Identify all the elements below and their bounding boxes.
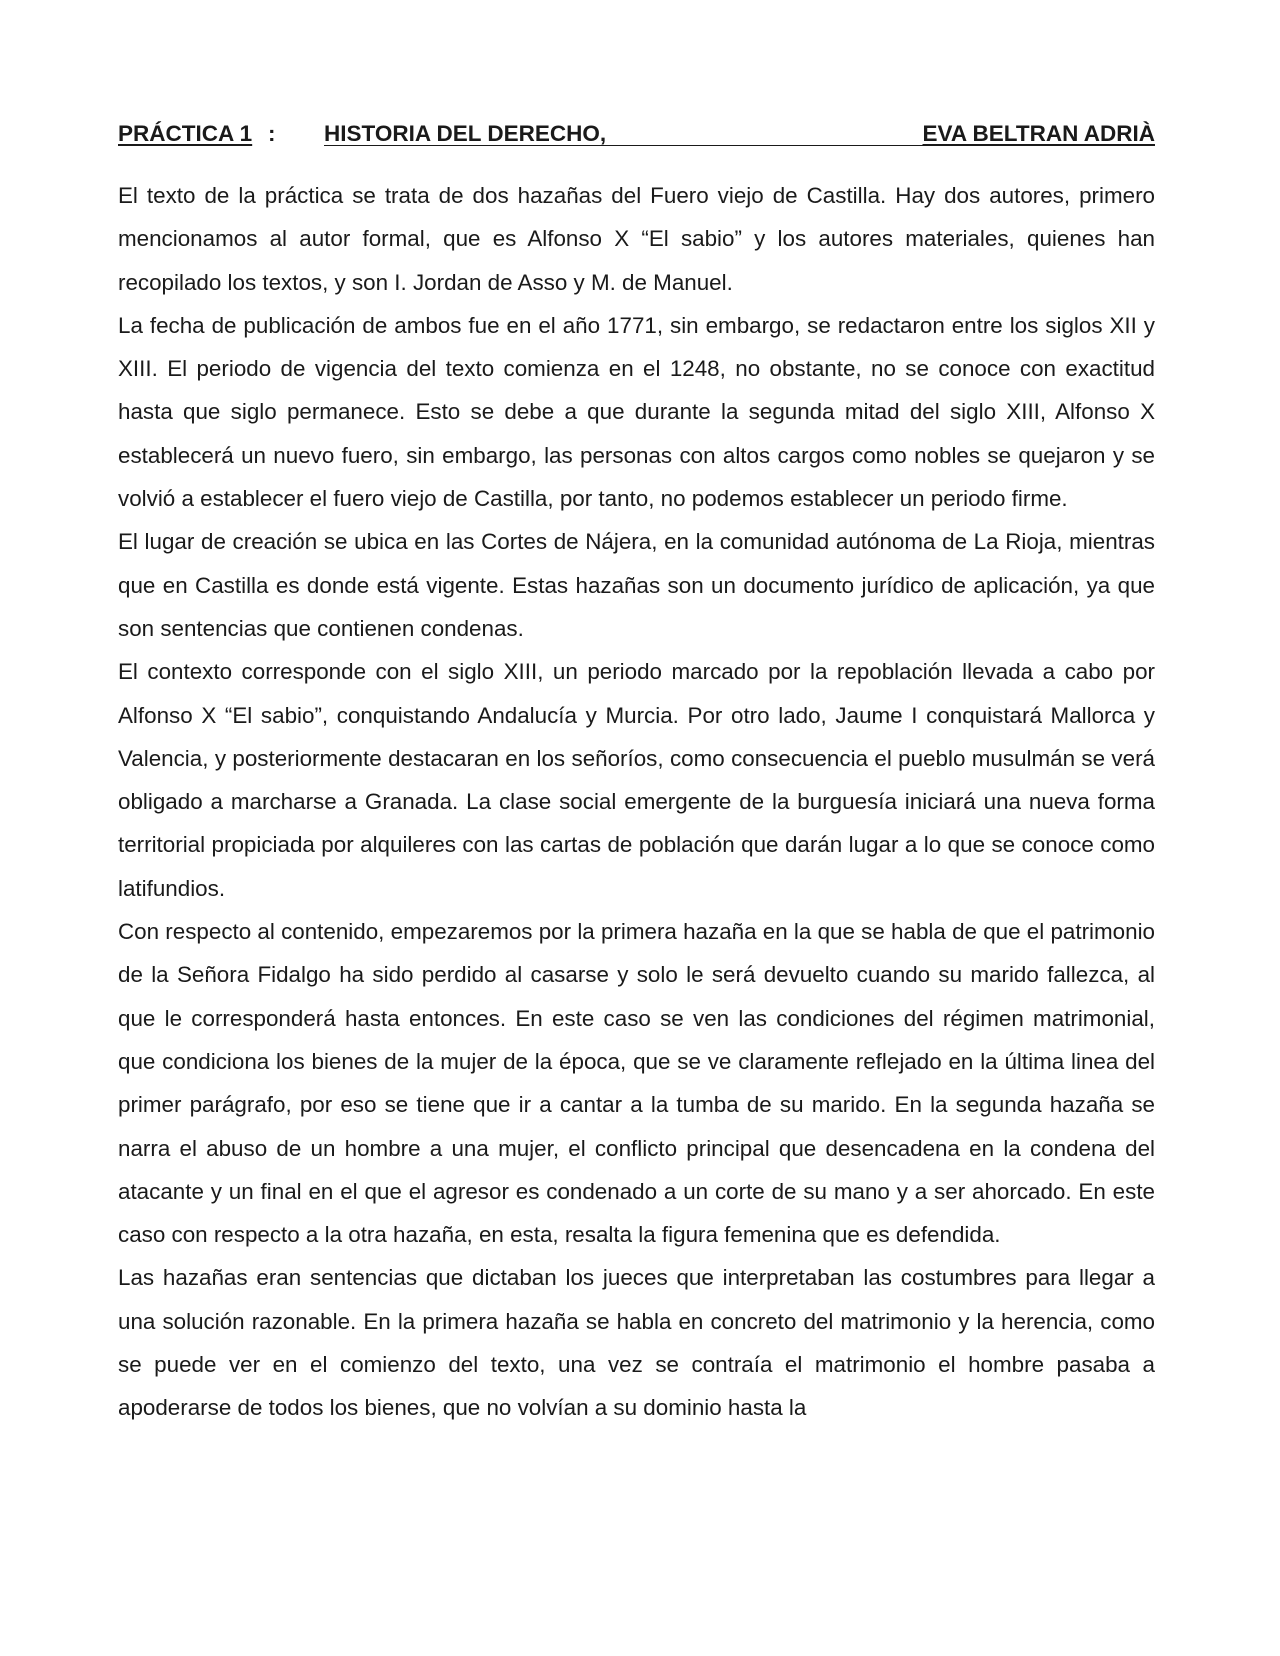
document-heading (118, 119, 1155, 149)
paragraph-dates: La fecha de publicación de ambos fue en el año 1771, sin embargo, se redactaron entre los siglos XII y XIII. El periodo de vigencia del texto comienza en el 1248, no obstante, no se conoce con exactitud hasta que siglo permanece. Esto se debe a que durante la segunda mitad del siglo XIII, Alfonso X establecerá un nuevo fuero, sin embargo, las personas con altos cargos como nobles se quejaron y se volvió a establecer el fuero viejo de Castilla, por tanto, no podemos establecer un periodo firme. (118, 312, 1155, 512)
author-name: EVA BELTRAN ADRIÀ (922, 121, 1155, 146)
document-body (118, 174, 1155, 1430)
paragraph-context: El contexto corresponde con el siglo XIII, un periodo marcado por la repoblación llevada a cabo por Alfonso X “El sabio”, conquistando Andalucía y Murcia. Por otro lado, Jaume I conquistará Mallorca y Valencia, y posteriormente destacaran en los señoríos, como consecuencia el pueblo musulmán se verá obligado a marcharse a Granada. La clase social emergente de la burguesía iniciará una nueva forma territorial propiciada por alquileres con las cartas de población que darán lugar a lo que se conoce como latifundios. (118, 659, 1155, 901)
paragraph-content: Con respecto al contenido, empezaremos por la primera hazaña en la que se habla de que el patrimonio de la Señora Fidalgo ha sido perdido al casarse y solo le será devuelto cuando su marido fallezca, al que le corresponderá hasta entonces. En este caso se ven las condiciones del régimen matrimonial, que condiciona los bienes de la mujer de la época, que se ve claramente reflejado en la última linea del primer parágrafo, por eso se tiene que ir a cantar a la tumba de su marido. En la segunda hazaña se narra el abuso de un hombre a una mujer, el conflicto principal que desencadena en la condena del atacante y un final en el que el agresor es condenado a un corte de su mano y a ser ahorcado. En este caso con respecto a la otra hazaña, en esta, resalta la figura femenina que es defendida. (118, 919, 1155, 1248)
practice-title: PRÁCTICA 1 (118, 121, 253, 146)
paragraph-hazanas: Las hazañas eran sentencias que dictaban los jueces que interpretaban las costumbres para llegar a una solución razonable. En la primera hazaña se habla en concreto del matrimonio y la herencia, como se puede ver en el comienzo del texto, una vez se contraía el matrimonio el hombre pasaba a apoderarse de todos los bienes, que no volvían a su dominio hasta la (118, 1265, 1155, 1421)
heading-colon: : (268, 121, 276, 146)
paragraph-place: El lugar de creación se ubica en las Cortes de Nájera, en la comunidad autónoma de La Rioja, mientras que en Castilla es donde está vigente. Estas hazañas son un documento jurídico de aplicación, ya que son sentencias que contienen condenas. (118, 529, 1155, 641)
subject-title: HISTORIA DEL DERECHO, (324, 119, 1155, 146)
paragraph-authors: El texto de la práctica se trata de dos hazañas del Fuero viejo de Castilla. Hay dos autores, primero mencionamos al autor formal, que es Alfonso X “El sabio” y los autores materiales, quienes han recopilado los textos, y son I. Jordan de Asso y M. de Manuel. (118, 183, 1155, 295)
